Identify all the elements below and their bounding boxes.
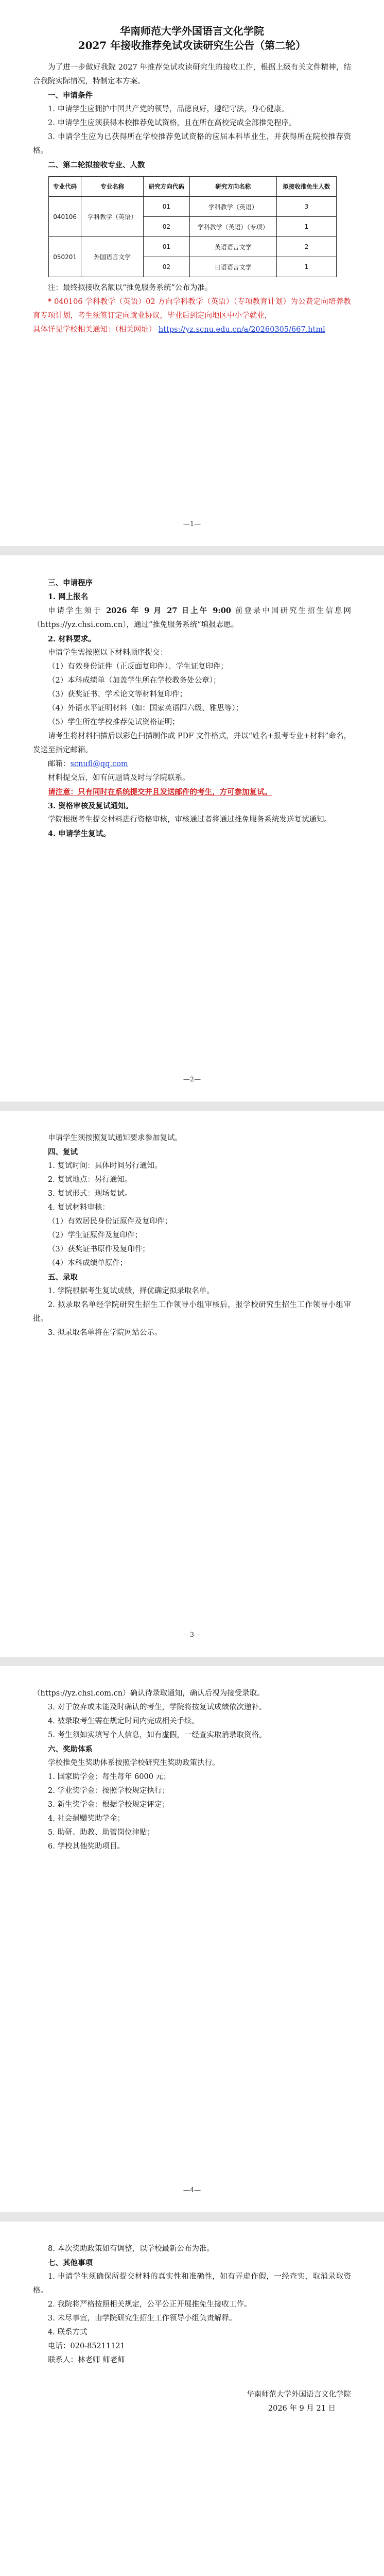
doc-title-line-1: 华南师范大学外国语言文化学院 <box>120 25 264 37</box>
page-5 <box>0 2222 384 2576</box>
special-plan-note: * 040106 学科教学（英语）02 方向学科教学（英语）（专项教育计划）为公费定向培养教育专项计划，考生须签订定向就业协议，毕业后到定向地区中小学就业， <box>33 298 351 320</box>
doc-title-line-2: 2027 年接收推荐免试攻读研究生公告（第二轮） <box>78 39 306 52</box>
condition-3: 3. 申请学生应为已获得所在学校推荐免试资格的应届本科毕业生，并获得所在院校推荐资格。 <box>33 133 351 155</box>
aid-7: 8. 本次奖助政策如有调整，以学校最新公布为准。 <box>48 2245 214 2253</box>
page-2 <box>0 555 384 1101</box>
step-1-text-c: 前登录中国研究生招生信息网（https://yz.chsi.com.cn），通过“推免服务系统”填报志愿。 <box>33 607 351 629</box>
table-cell-num: 2 <box>276 237 336 257</box>
page-number-1: —1— <box>183 520 201 528</box>
other-1: 1. 申请学生须确保所提交材料的真实性和准确性，如有弄虚作假，一经查实，取消录取资格。 <box>33 2273 351 2295</box>
aid-3: 3. 新生奖学金：根据学校规定评定； <box>48 1801 169 1809</box>
submission-warning: 请注意：只有同时在系统提交并且发送邮件的考生，方可参加复试。 <box>48 788 272 796</box>
section-heading-1: 一、申请条件 <box>48 91 93 100</box>
quota-header-dir-code: 研究方向代码 <box>144 177 190 197</box>
step-3-title: 3. 资格审核及复试通知。 <box>48 802 133 810</box>
page-number-4: —4— <box>183 2187 201 2194</box>
page-separator <box>0 1101 384 1111</box>
material-4: （4）外语水平证明材料（如：国家英语四六级、雅思等）； <box>48 704 243 713</box>
retest-notice: 申请学生须按照复试通知要求参加复试。 <box>48 1134 182 1142</box>
signature-date: 2026 年 9 月 21 日 <box>268 2404 336 2413</box>
step-1-title: 1. 网上报名 <box>48 592 89 601</box>
other-4: 4. 联系方式 <box>48 2328 88 2336</box>
quota-header-num: 拟接收推免生人数 <box>276 177 336 197</box>
step-1-text-a: 申请学生须于 <box>48 607 107 615</box>
quota-header-code: 专业代码 <box>49 177 81 197</box>
table-cell-dir-code: 02 <box>144 217 190 237</box>
email-link[interactable]: scnufl@qq.com <box>70 760 128 768</box>
page-number-2: —2— <box>183 1076 201 1083</box>
aid-intro: 学校推免生奖助体系按照学校研究生奖助政策执行。 <box>48 1759 220 1767</box>
other-3: 3. 未尽事宜，由学院研究生招生工作领导小组负责解释。 <box>48 2314 237 2323</box>
table-cell-dir-name: 学科教学（英语）（专项） <box>189 217 276 237</box>
page-separator <box>0 546 384 555</box>
special-plan-note-text: 具体详见学校相关通知：（相关网址） <box>33 326 156 334</box>
quota-header-name: 专业名称 <box>81 177 144 197</box>
page-separator <box>0 2212 384 2222</box>
page-3 <box>0 1111 384 1657</box>
retest-material-a: （1）有效居民身份证原件及复印件； <box>48 1217 172 1226</box>
retest-place: 2. 复试地点：另行通知。 <box>48 1176 132 1184</box>
material-5: （5）学生所在学校推荐免试资格证明； <box>48 718 180 726</box>
table-cell-dir-code: 01 <box>144 237 190 257</box>
quota-note: 注：最终拟接收名额以“推免服务系统”公布为准。 <box>48 284 213 292</box>
admission-4: 3. 对于放弃或未能及时确认的考生，学院将按复试成绩依次递补。 <box>48 1703 267 1711</box>
page-3-content <box>33 1131 351 1340</box>
section-heading-7: 七、其他事项 <box>48 2259 93 2267</box>
table-row <box>49 237 337 257</box>
page-number-3: —3— <box>183 1631 201 1639</box>
condition-2: 2. 申请学生应须获得本校推荐免试资格，且在所在高校完成全部推免程序。 <box>48 119 296 127</box>
page-1 <box>0 0 384 546</box>
quota-table-header-row <box>49 177 337 197</box>
table-cell-dir-code: 02 <box>144 257 190 277</box>
page-2-content <box>33 576 351 841</box>
retest-material-b: （2）学生证原件及复印件； <box>48 1231 143 1240</box>
aid-6: 6. 学校其他奖助项目。 <box>48 1842 125 1851</box>
admission-5: 4. 被录取考生需在规定时间内完成相关手续。 <box>48 1717 199 1725</box>
table-cell-num: 1 <box>276 257 336 277</box>
step-2-intro: 申请学生需按照以下材料顺序提交： <box>48 649 167 657</box>
retest-material-d: （4）本科成绩单原件； <box>48 1259 128 1267</box>
page-1-content <box>33 24 351 337</box>
retest-time: 1. 复试时间：具体时间另行通知。 <box>48 1162 162 1170</box>
signature-org: 华南师范大学外国语言文化学院 <box>247 2391 351 2399</box>
page-4-content <box>33 1687 351 1854</box>
page-4 <box>0 1666 384 2212</box>
table-cell-dir-name: 日语语言文学 <box>189 257 276 277</box>
spacer <box>33 2367 351 2388</box>
step-1-text <box>33 604 351 632</box>
table-cell-num: 3 <box>276 197 336 217</box>
table-cell-num: 1 <box>276 217 336 237</box>
contact-person: 联系人：林老师 师老师 <box>48 2356 125 2364</box>
admission-6: 5. 考生须如实填写个人信息，如有虚假，一经查实取消录取资格。 <box>48 1731 267 1739</box>
material-3: （3）获奖证书、学术论文等材料复印件； <box>48 690 187 699</box>
other-2: 2. 我院将严格按照相关规定，公平公正开展推免生接收工作。 <box>48 2300 252 2309</box>
step-1-deadline: 2026 年 9 月 27 日上午 9:00 <box>106 606 231 615</box>
contact-phone: 电话：020-85211121 <box>48 2342 125 2350</box>
intro-paragraph: 为了进一步做好我院 2027 年推荐免试攻读研究生的接收工作，根据上级有关文件精神，结合我院实际情况，特制定本方案。 <box>33 63 351 86</box>
table-row <box>49 197 337 217</box>
admission-1: 1. 学院根据考生复试成绩，择优确定拟录取名单。 <box>48 1287 214 1295</box>
quota-table <box>48 176 337 277</box>
table-cell-dir-name: 学科教学（英语） <box>189 197 276 217</box>
table-cell-dir-name: 英语语言文学 <box>189 237 276 257</box>
admission-3: 3. 拟录取名单将在学院网站公示。 <box>48 1329 162 1337</box>
step-2-title: 2. 材料要求。 <box>48 635 96 643</box>
section-heading-5: 五、录取 <box>48 1273 78 1282</box>
page-5-content <box>33 2242 351 2416</box>
step-3-text: 学院根据考生提交材料进行资格审核，审核通过者将通过推免服务系统发送复试通知。 <box>48 816 331 824</box>
aid-5: 5. 助研、助教、助管岗位津贴； <box>48 1828 154 1837</box>
table-cell-code: 040106 <box>49 197 81 237</box>
table-cell-name: 学科教学（英语） <box>81 197 144 237</box>
section-heading-3: 三、申请程序 <box>48 579 93 587</box>
retest-format: 3. 复试形式：现场复试。 <box>48 1190 132 1198</box>
special-plan-note-cont <box>33 323 351 337</box>
table-cell-code: 050201 <box>49 237 81 277</box>
page-separator <box>0 1657 384 1666</box>
material-2: （2）本科成绩单（加盖学生所在学校教务处公章）； <box>48 676 221 685</box>
quota-header-dir-name: 研究方向名称 <box>189 177 276 197</box>
aid-4: 4. 社会捐赠奖助学金； <box>48 1815 125 1823</box>
policy-link[interactable]: https://yz.scnu.edu.cn/a/20260305/667.html <box>158 326 325 334</box>
material-1: （1）有效身份证件（正反面复印件）、学生证复印件； <box>48 663 228 671</box>
table-cell-name: 外国语言文学 <box>81 237 144 277</box>
section-heading-2: 二、第二轮拟接收专业、人数 <box>48 161 145 170</box>
aid-1: 1. 国家助学金：每生每年 6000 元； <box>48 1773 171 1781</box>
material-scan-instructions: 请考生将材料扫描后以彩色扫描制作成 PDF 文件格式，并以“姓名+报考专业+材料”命名，发送至指定邮箱。 <box>33 732 351 754</box>
retest-materials: 4. 复试材料审核： <box>48 1204 110 1212</box>
table-cell-dir-code: 01 <box>144 197 190 217</box>
step-4-title: 4. 申请学生复试。 <box>48 829 111 838</box>
aid-2: 2. 学业奖学金：按照学校规定执行； <box>48 1787 169 1795</box>
retest-material-c: （3）获奖证书原件及复印件； <box>48 1245 150 1253</box>
email-label: 邮箱： <box>48 760 71 768</box>
admission-2: 2. 拟录取名单经学院研究生招生工作领导小组审核后，报学校研究生招生工作领导小组审批。 <box>33 1301 351 1323</box>
section-heading-4: 四、复试 <box>48 1148 78 1157</box>
condition-1: 1. 申请学生应拥护中国共产党的领导，品德良好，遵纪守法，身心健康。 <box>48 105 289 113</box>
confirm-notice: （https://yz.chsi.com.cn）确认待录取通知，确认后视为接受录取。 <box>33 1689 265 1698</box>
material-followup: 材料提交后，如有问题请及时与学院联系。 <box>48 774 190 782</box>
email-line <box>33 757 351 771</box>
section-heading-6: 六、奖助体系 <box>48 1745 93 1754</box>
